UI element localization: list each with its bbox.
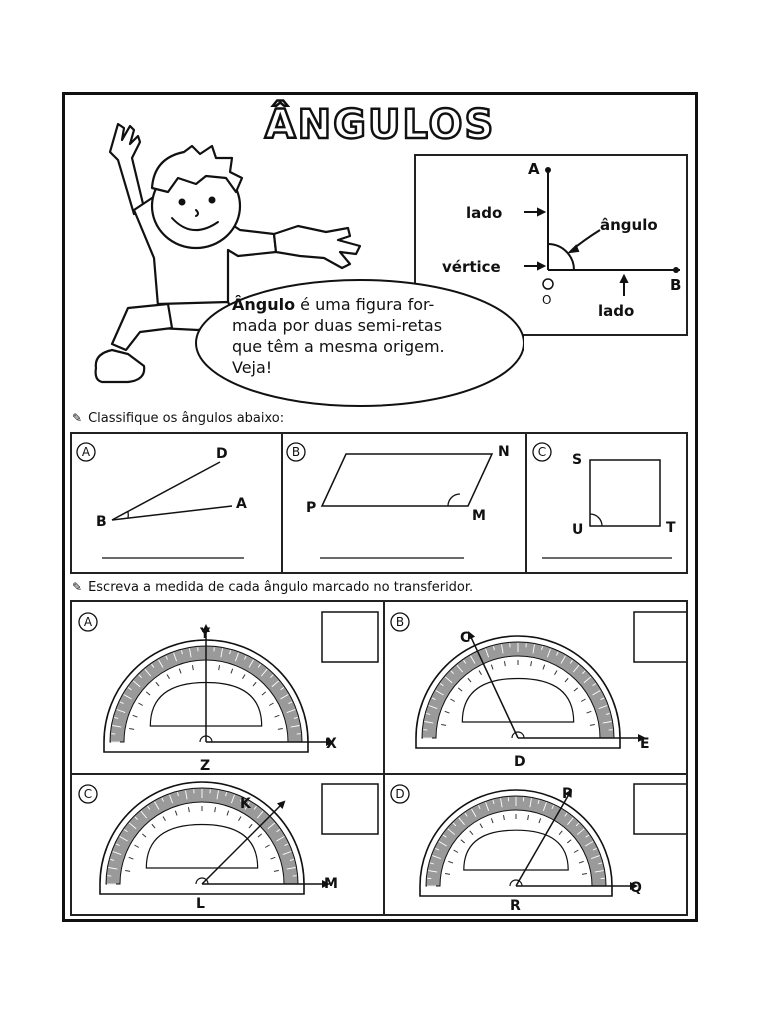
- point-label: M: [472, 508, 486, 524]
- label-point-b: B: [670, 276, 682, 294]
- pencil-icon: ✎: [72, 411, 83, 425]
- point-label-vertex: D: [514, 754, 526, 770]
- point-label-vertex: Z: [200, 758, 211, 774]
- panel-c: [533, 443, 676, 558]
- label-point-o: O: [542, 293, 552, 307]
- title-text: ÂNGULOS: [264, 102, 496, 146]
- panel-letter: A: [83, 615, 93, 629]
- arrowhead: [538, 209, 544, 215]
- protractor-panel-a: [79, 612, 378, 774]
- bubble-text: [232, 294, 502, 378]
- answer-box: [634, 612, 686, 662]
- point-label-base: X: [326, 736, 337, 752]
- point-label: D: [216, 446, 228, 462]
- panel-a: [77, 443, 247, 558]
- point-label: S: [572, 452, 583, 468]
- protractor-panel-c: [79, 782, 378, 912]
- label-vertice: vértice: [442, 258, 501, 276]
- panel-letter: C: [83, 787, 93, 801]
- point-label: T: [666, 520, 676, 536]
- classify-panels: [70, 432, 688, 574]
- point-label: P: [306, 500, 317, 516]
- bubble-line2: mada por duas semi-retas: [232, 316, 443, 335]
- panel-letter: B: [291, 445, 301, 459]
- point-label-end: P: [562, 786, 573, 802]
- panel-letter: D: [395, 787, 405, 801]
- point-label-end: K: [240, 796, 251, 812]
- protractor-panels-svg: [72, 602, 686, 914]
- panel-letter: A: [81, 445, 91, 459]
- protractor-panel-b: [391, 612, 686, 770]
- answer-box: [322, 612, 378, 662]
- label-lado-top: lado: [466, 204, 503, 222]
- angle-arc: [548, 244, 574, 270]
- arrowhead: [538, 263, 544, 269]
- point-label: A: [236, 496, 247, 512]
- label-angulo: ângulo: [600, 216, 658, 234]
- protractor-panel-d: [391, 784, 686, 914]
- bubble-line1: é uma figura for-: [295, 295, 435, 314]
- label-lado-bottom: lado: [598, 302, 635, 320]
- point-label-base: M: [324, 876, 338, 892]
- arrowhead: [570, 246, 578, 252]
- instruction-measure: [72, 580, 473, 595]
- arrowhead: [621, 276, 627, 282]
- point-label-end: C: [460, 630, 471, 646]
- answer-box: [634, 784, 686, 834]
- panel-letter: C: [537, 445, 547, 459]
- protractor-panels: [70, 600, 688, 916]
- instruction-classify-text: Classifique os ângulos abaixo:: [88, 411, 285, 426]
- point-label: N: [498, 444, 510, 460]
- point-label: U: [572, 522, 584, 538]
- point-label-base: E: [640, 736, 650, 752]
- instruction-measure-text: Escreva a medida de cada ângulo marcado no transferidor.: [88, 580, 474, 595]
- panel-b: [287, 443, 510, 558]
- point-label-vertex: R: [510, 898, 521, 914]
- point-label: B: [96, 514, 107, 530]
- bubble-line3: que têm a mesma origem.: [232, 337, 445, 356]
- pencil-icon: ✎: [72, 580, 83, 594]
- point-label-base: Q: [630, 880, 642, 896]
- panel-letter: B: [395, 615, 405, 629]
- vertex-marker: [543, 279, 553, 289]
- point-label-vertex: L: [196, 896, 205, 912]
- bubble-line4: Veja!: [232, 358, 273, 377]
- point-a-dot: [545, 167, 551, 173]
- classify-panels-svg: [72, 434, 686, 572]
- bubble-term: Ângulo: [232, 295, 296, 314]
- instruction-classify: [72, 411, 284, 426]
- point-label-end: Y: [200, 626, 211, 642]
- label-point-a: A: [528, 160, 540, 178]
- point-b-dot: [673, 267, 679, 273]
- answer-box: [322, 784, 378, 834]
